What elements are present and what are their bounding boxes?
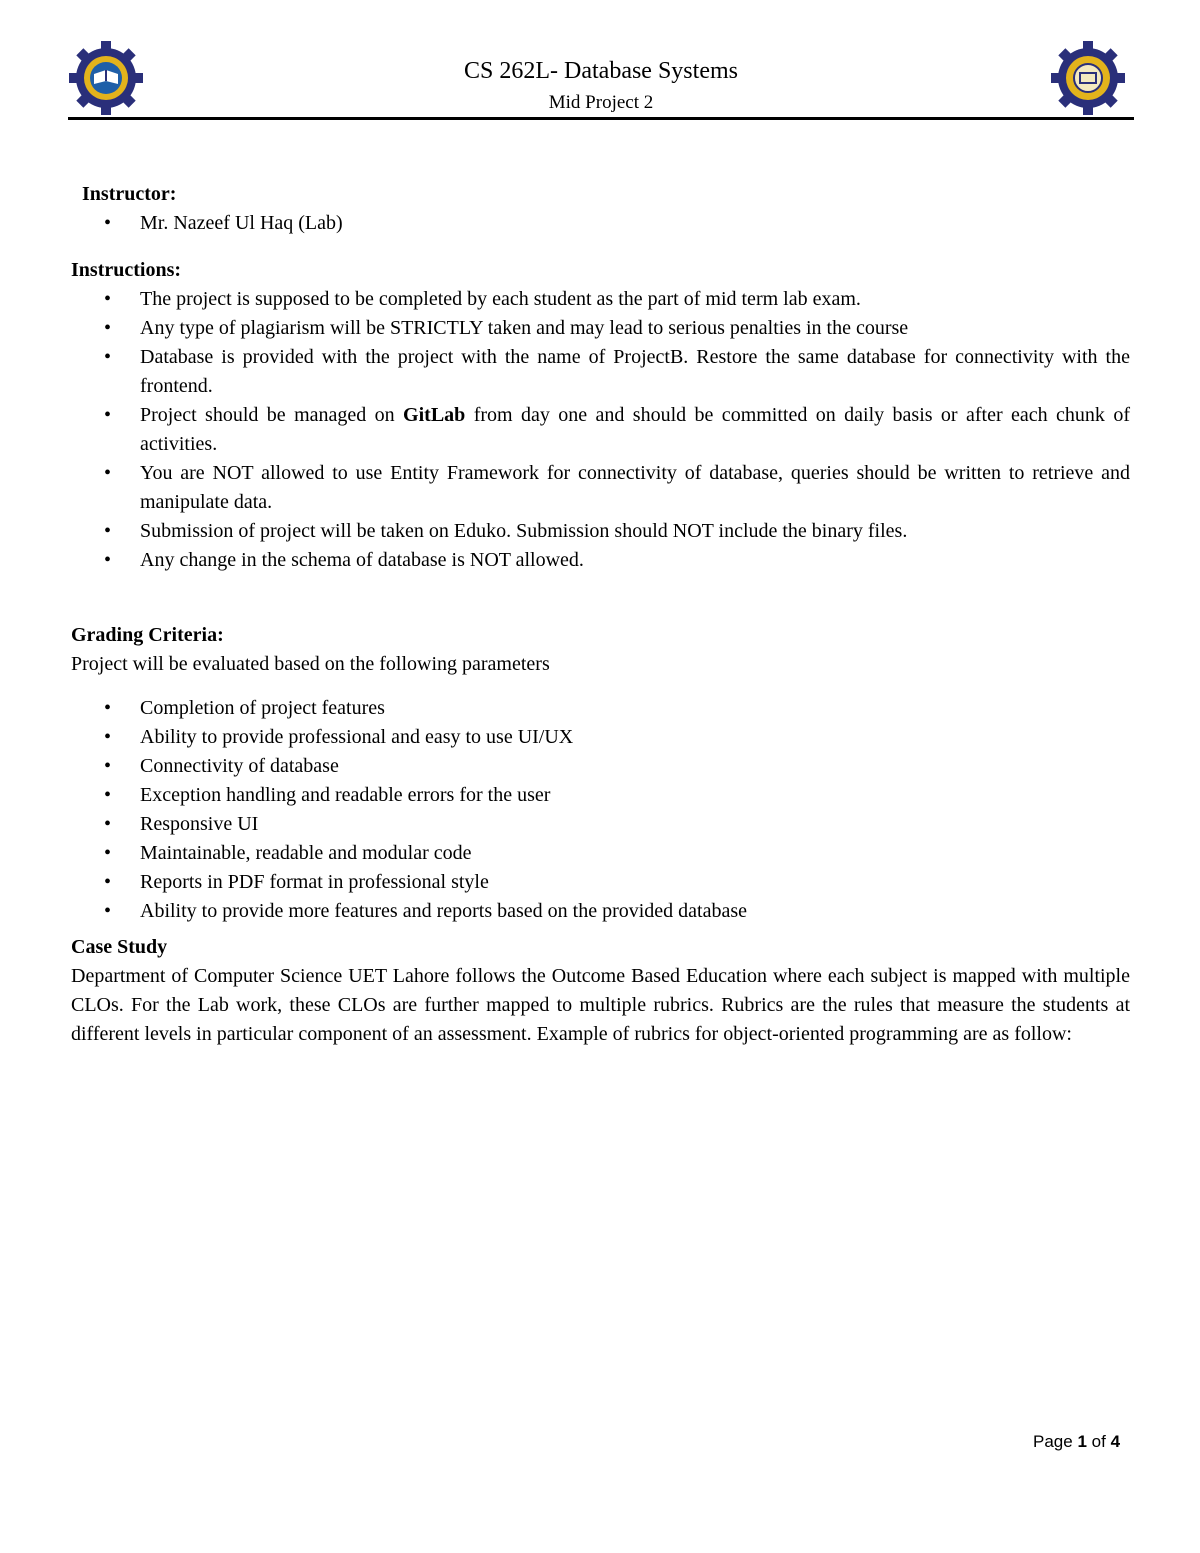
department-logo-right [1050,40,1126,116]
list-item: • You are NOT allowed to use Entity Framework for connectivity of database, queries should be written to retrieve and manipulate data. [71,459,1130,517]
bullet-icon: • [104,755,112,777]
bullet-icon: • [104,288,112,310]
instructor-list [71,209,1130,238]
case-study-text: Department of Computer Science UET Lahore follows the Outcome Based Education where each subject is mapped with multiple CLOs. For the Lab work, these CLOs are further mapped to multiple rubrics. Rubrics are the rules that measure the students at different levels in particular component of an assessment. Example of rubrics for object-oriented programming are as follow: [71,965,1130,1045]
bullet-icon: • [104,520,112,542]
list-item: • The project is supposed to be completed by each student as the part of mid term lab exam. [71,285,1130,314]
list-item: • Ability to provide more features and reports based on the provided database [71,897,1130,926]
document-title: CS 262L- Database Systems [464,58,738,84]
grading-list [71,694,1130,926]
list-item: • Any change in the schema of database is NOT allowed. [71,546,1130,575]
grading-intro: Project will be evaluated based on the following parameters [71,653,550,675]
page-header [68,40,1134,120]
list-item: • Project should be managed on GitLab from day one and should be committed on daily basis or after each chunk of activities. [71,401,1130,459]
instructions-list [71,285,1130,575]
bullet-icon: • [104,784,112,806]
bullet-icon: • [104,317,112,339]
gitlab-emphasis: GitLab [403,404,466,426]
document-subtitle: Mid Project 2 [548,92,654,113]
instructions-heading: Instructions: [71,259,182,281]
grading-heading: Grading Criteria: [71,624,224,646]
list-item: • Ability to provide professional and easy to use UI/UX [71,723,1130,752]
list-item: • Mr. Nazeef Ul Haq (Lab) [71,209,1130,238]
list-item: • Reports in PDF format in professional style [71,868,1130,897]
list-item: • Exception handling and readable errors for the user [71,781,1130,810]
bullet-icon: • [104,462,112,484]
document-body [71,180,1130,1049]
bullet-icon: • [104,871,112,893]
bullet-icon: • [104,900,112,922]
bullet-icon: • [104,842,112,864]
page-number: Page 1 of 4 [1033,1432,1121,1451]
list-item: • Connectivity of database [71,752,1130,781]
bullet-icon: • [104,404,112,426]
header-divider [68,117,1134,120]
instructor-heading: Instructor: [82,183,177,205]
bullet-icon: • [104,813,112,835]
list-item: • Responsive UI [71,810,1130,839]
list-item: • Database is provided with the project with the name of ProjectB. Restore the same database for connectivity with the frontend. [71,343,1130,401]
bullet-icon: • [104,212,112,234]
list-item: • Submission of project will be taken on Eduko. Submission should NOT include the binary files. [71,517,1130,546]
list-item: • Maintainable, readable and modular code [71,839,1130,868]
bullet-icon: • [104,726,112,748]
case-study-heading: Case Study [71,936,168,958]
list-item: • Completion of project features [71,694,1130,723]
bullet-icon: • [104,697,112,719]
list-item: • Any type of plagiarism will be STRICTLY taken and may lead to serious penalties in the course [71,314,1130,343]
bullet-icon: • [104,346,112,368]
bullet-icon: • [104,549,112,571]
